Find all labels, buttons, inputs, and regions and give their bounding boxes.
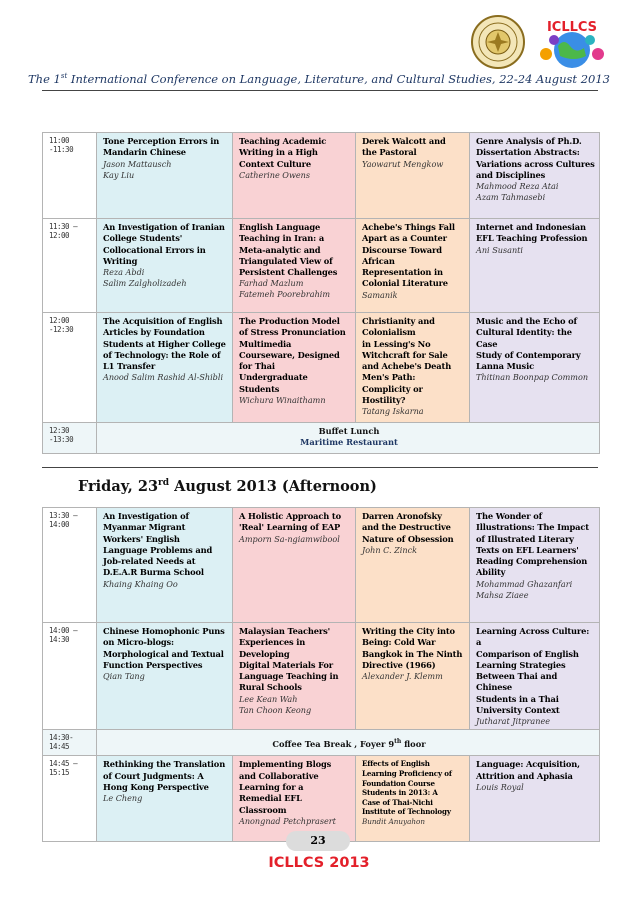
paper-authors: Anongnad Petchprasert [239,815,336,826]
paper-title: Christianity and Colonialism in Lessing's No Witchcraft for Sale and Achebe's Death Men's Path: Complicity or Hostility? [362,316,452,406]
paper-authors: Farhad Mazlum Fatemeh Poorebrahim [239,278,331,300]
paper-title: Internet and Indonesian EFL Teaching Profession [476,222,588,244]
paper-title: Chinese Homophonic Puns on Micro-blogs: Morphological and Textual Function Perspectives [103,626,225,670]
paper-authors: Louis Royal [476,781,524,792]
paper-authors: Alexander J. Klemm [362,671,443,682]
paper-title: Effects of English Learning Proficiency of Foundation Course Students in 2013: A Case of Thai-Nichi Institute of Technology [362,759,452,817]
paper-title: An Investigation of Iranian College Students' Collocational Errors in Writing [103,222,225,266]
conference-logos [470,14,610,70]
paper-title: Music and the Echo of Cultural Identity: the Case Study of Contemporary Lanna Music [476,316,581,372]
paper-authors: Ani Susanti [476,244,524,255]
paper-authors: Bundit Anuyahon [362,816,425,826]
paper-title: Implementing Blogs and Collaborative Learning for a Remedial EFL Classroom [239,759,332,815]
logo-text: ICLLCS [546,20,598,35]
section-rule [42,467,598,468]
page-number: 23 [286,831,350,851]
paper-authors: Amporn Sa-ngiamwibool [239,533,340,544]
break-location: Maritime Restaurant [300,437,398,447]
session-cell [470,133,600,219]
session-cell [356,219,470,313]
paper-authors: Jutharat Jitpranee [476,716,551,727]
paper-title: Writing the City into Being: Cold War Bangkok in The Ninth Directive (1966) [362,626,463,670]
session-cell [470,313,600,423]
paper-authors: Qian Tang [103,671,145,682]
paper-authors: Anood Salim Rashid Al-Shibli [103,372,224,383]
paper-title: Genre Analysis of Ph.D. Dissertation Abstracts: Variations across Cultures and Disciplines [476,136,595,180]
paper-title: Rethinking the Translation of Court Judgments: A Hong Kong Perspective [103,759,226,792]
day-heading: Friday, 23rd August 2013 (Afternoon) [78,478,377,495]
time-slot: 14:00 – 14:30 [43,623,97,730]
session-cell [356,313,470,423]
time-slot: 11:30 – 12:00 [43,219,97,313]
paper-title: Darren Aronofsky and the Destructive Nature of Obsession [362,511,454,544]
session-cell [233,756,356,842]
coffee-break [97,730,600,756]
time-slot: 14:30-14:45 [43,730,97,756]
time-slot: 14:45 – 15:15 [43,756,97,842]
paper-authors: Samanik [362,289,398,300]
session-cell [97,623,233,730]
coffee-row [43,730,600,756]
session-cell [356,623,470,730]
time-slot: 12:30 -13:30 [43,423,97,454]
paper-title: The Wonder of Illustrations: The Impact of Illustrated Literary Texts on EFL Learners' Reading Comprehension Ability [476,511,589,578]
header-rule [42,90,598,91]
session-cell [233,219,356,313]
session-cell [356,756,470,842]
session-cell [97,508,233,623]
table-row [43,756,600,842]
session-cell [97,133,233,219]
paper-title: Malaysian Teachers' Experiences in Developing Digital Materials For Language Teaching in Rural Schools [239,626,339,693]
session-cell [470,219,600,313]
paper-authors: Mohammad Ghazanfari Mahsa Ziaee [476,578,573,600]
session-cell [470,623,600,730]
paper-authors: Lee Kean Wah Tan Choon Keong [239,693,312,715]
paper-authors: Jason Mattausch Kay Liu [103,158,172,180]
lunch-row [43,423,600,454]
paper-title: The Acquisition of English Articles by Foundation Students at Higher College of Technology: the Role of L1 Transfer [103,316,226,372]
break-title: Buffet Lunch [318,426,380,436]
paper-authors: John C. Zinck [362,544,418,555]
paper-title: Tone Perception Errors in Mandarin Chinese [103,136,220,158]
paper-authors: Catherine Owens [239,169,311,180]
afternoon-schedule-table [42,507,600,842]
session-cell [97,313,233,423]
icllcs-logo-icon [534,16,610,70]
paper-title: An Investigation of Myanmar Migrant Workers' English Language Problems and Job-related Needs at D.E.A.R Burma School [103,511,213,578]
session-cell [233,623,356,730]
session-cell [356,133,470,219]
paper-title: A Holistic Approach to 'Real' Learning of EAP [239,511,341,533]
session-cell [97,219,233,313]
time-slot: 11:00 -11:30 [43,133,97,219]
paper-authors: Wichura Winaithamn [239,395,326,406]
table-row [43,508,600,623]
session-cell [470,756,600,842]
session-cell [233,133,356,219]
paper-title: Learning Across Culture: a Comparison of English Learning Strategies Between Thai and Chinese Students in a Thai University Context [476,626,590,716]
session-cell [356,508,470,623]
paper-authors: Reza Abdi Salim Zalgholizadeh [103,267,187,289]
break-title: Coffee Tea Break , Foyer 9th floor [272,738,426,750]
time-slot: 12:00 -12:30 [43,313,97,423]
paper-title: Language: Acquisition, Attrition and Aphasia [476,759,580,781]
paper-title: English Language Teaching in Iran: a Meta-analytic and Triangulated View of Persistent Challenges [239,222,338,278]
paper-authors: Mahmood Reza Atai Azam Tahmasebi [476,181,559,203]
session-cell [233,508,356,623]
table-row [43,133,600,219]
paper-authors: Le Cheng [103,793,143,804]
paper-authors: Yaowarut Mengkow [362,158,444,169]
paper-authors: Thitinan Boonpap Common [476,372,589,383]
session-cell [233,313,356,423]
conference-title: The 1st International Conference on Language, Literature, and Cultural Studies, 22-24 August 2013 [28,72,610,86]
lunch-break [97,423,600,454]
footer-brand: ICLLCS 2013 [268,855,370,871]
session-cell [470,508,600,623]
table-row [43,623,600,730]
paper-authors: Tatang Iskarna [362,406,424,417]
university-seal-icon [470,14,526,70]
paper-title: Achebe's Things Fall Apart as a Counter Discourse Toward African Representation in Colonial Literature [362,222,455,289]
table-row [43,219,600,313]
table-row [43,313,600,423]
paper-authors: Khaing Khaing Oo [103,578,178,589]
paper-title: Teaching Academic Writing in a High Context Culture [239,136,327,169]
time-slot: 13:30 – 14:00 [43,508,97,623]
paper-title: The Production Model of Stress Pronunciation Multimedia Courseware, Designed for Thai Undergraduate Students [239,316,346,394]
session-cell [97,756,233,842]
paper-title: Derek Walcott and the Pastoral [362,136,446,158]
morning-schedule-table [42,132,600,454]
